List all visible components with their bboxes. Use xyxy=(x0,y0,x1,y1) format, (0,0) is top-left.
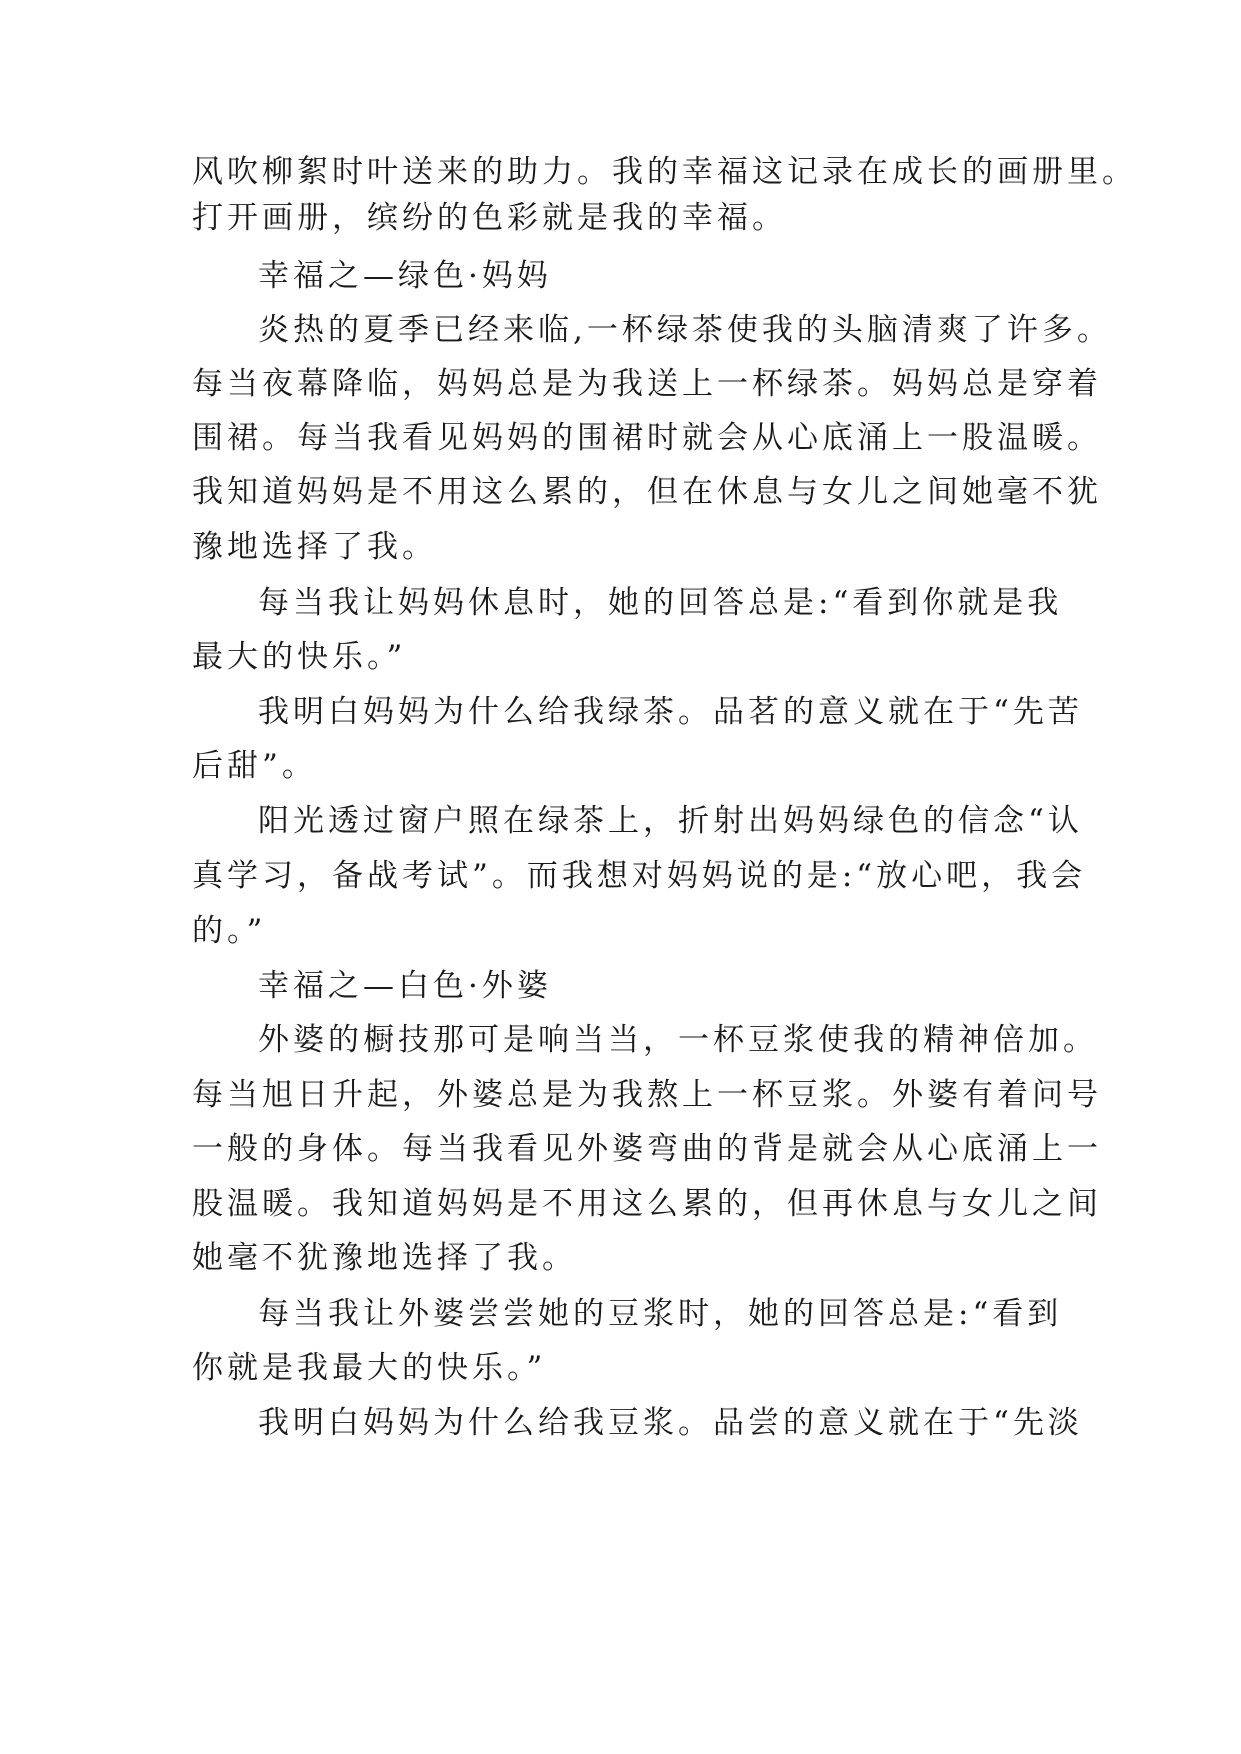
text-line: 一般的身体。每当我看见外婆弯曲的背是就会从心底涌上一 xyxy=(192,1131,1102,1167)
text-line: 阳光透过窗户照在绿茶上，折射出妈妈绿色的信念“认 xyxy=(258,803,1083,839)
text-line: 每当我让妈妈休息时，她的回答总是:“看到你就是我 xyxy=(258,585,1063,621)
section-heading: 幸福之—绿色·妈妈 xyxy=(258,258,552,294)
text-line: 她毫不犹豫地选择了我。 xyxy=(192,1240,577,1276)
text-line: 最大的快乐。” xyxy=(192,639,407,675)
text-line: 我明白妈妈为什么给我豆浆。品尝的意义就在于“先淡 xyxy=(258,1405,1083,1441)
section-heading: 幸福之—白色·外婆 xyxy=(258,968,552,1004)
text-line: 豫地选择了我。 xyxy=(192,529,437,565)
text-line: 股温暖。我知道妈妈是不用这么累的，但再休息与女儿之间 xyxy=(192,1186,1102,1222)
text-line: 我明白妈妈为什么给我绿茶。品茗的意义就在于“先苦 xyxy=(258,694,1083,730)
text-line: 炎热的夏季已经来临,一杯绿茶使我的头脑清爽了许多。 xyxy=(258,312,1112,348)
text-line: 围裙。每当我看见妈妈的围裙时就会从心底涌上一股温暖。 xyxy=(192,420,1102,456)
text-line: 我知道妈妈是不用这么累的，但在休息与女儿之间她毫不犹 xyxy=(192,474,1102,510)
text-line: 的。” xyxy=(192,913,267,949)
text-line: 后甜”。 xyxy=(192,748,317,784)
text-line: 每当旭日升起，外婆总是为我熬上一杯豆浆。外婆有着问号 xyxy=(192,1077,1102,1113)
text-line: 每当夜幕降临，妈妈总是为我送上一杯绿茶。妈妈总是穿着 xyxy=(192,366,1102,402)
text-line: 打开画册，缤纷的色彩就是我的幸福。 xyxy=(192,200,787,236)
text-line: 外婆的橱技那可是响当当，一杯豆浆使我的精神倍加。 xyxy=(258,1022,1098,1058)
text-line: 风吹柳絮时叶送来的助力。我的幸福这记录在成长的画册里。 xyxy=(192,154,1137,190)
text-line: 你就是我最大的快乐。” xyxy=(192,1350,547,1386)
text-line: 每当我让外婆尝尝她的豆浆时，她的回答总是:“看到 xyxy=(258,1296,1063,1332)
text-line: 真学习，备战考试”。而我想对妈妈说的是:“放心吧，我会 xyxy=(192,858,1087,894)
